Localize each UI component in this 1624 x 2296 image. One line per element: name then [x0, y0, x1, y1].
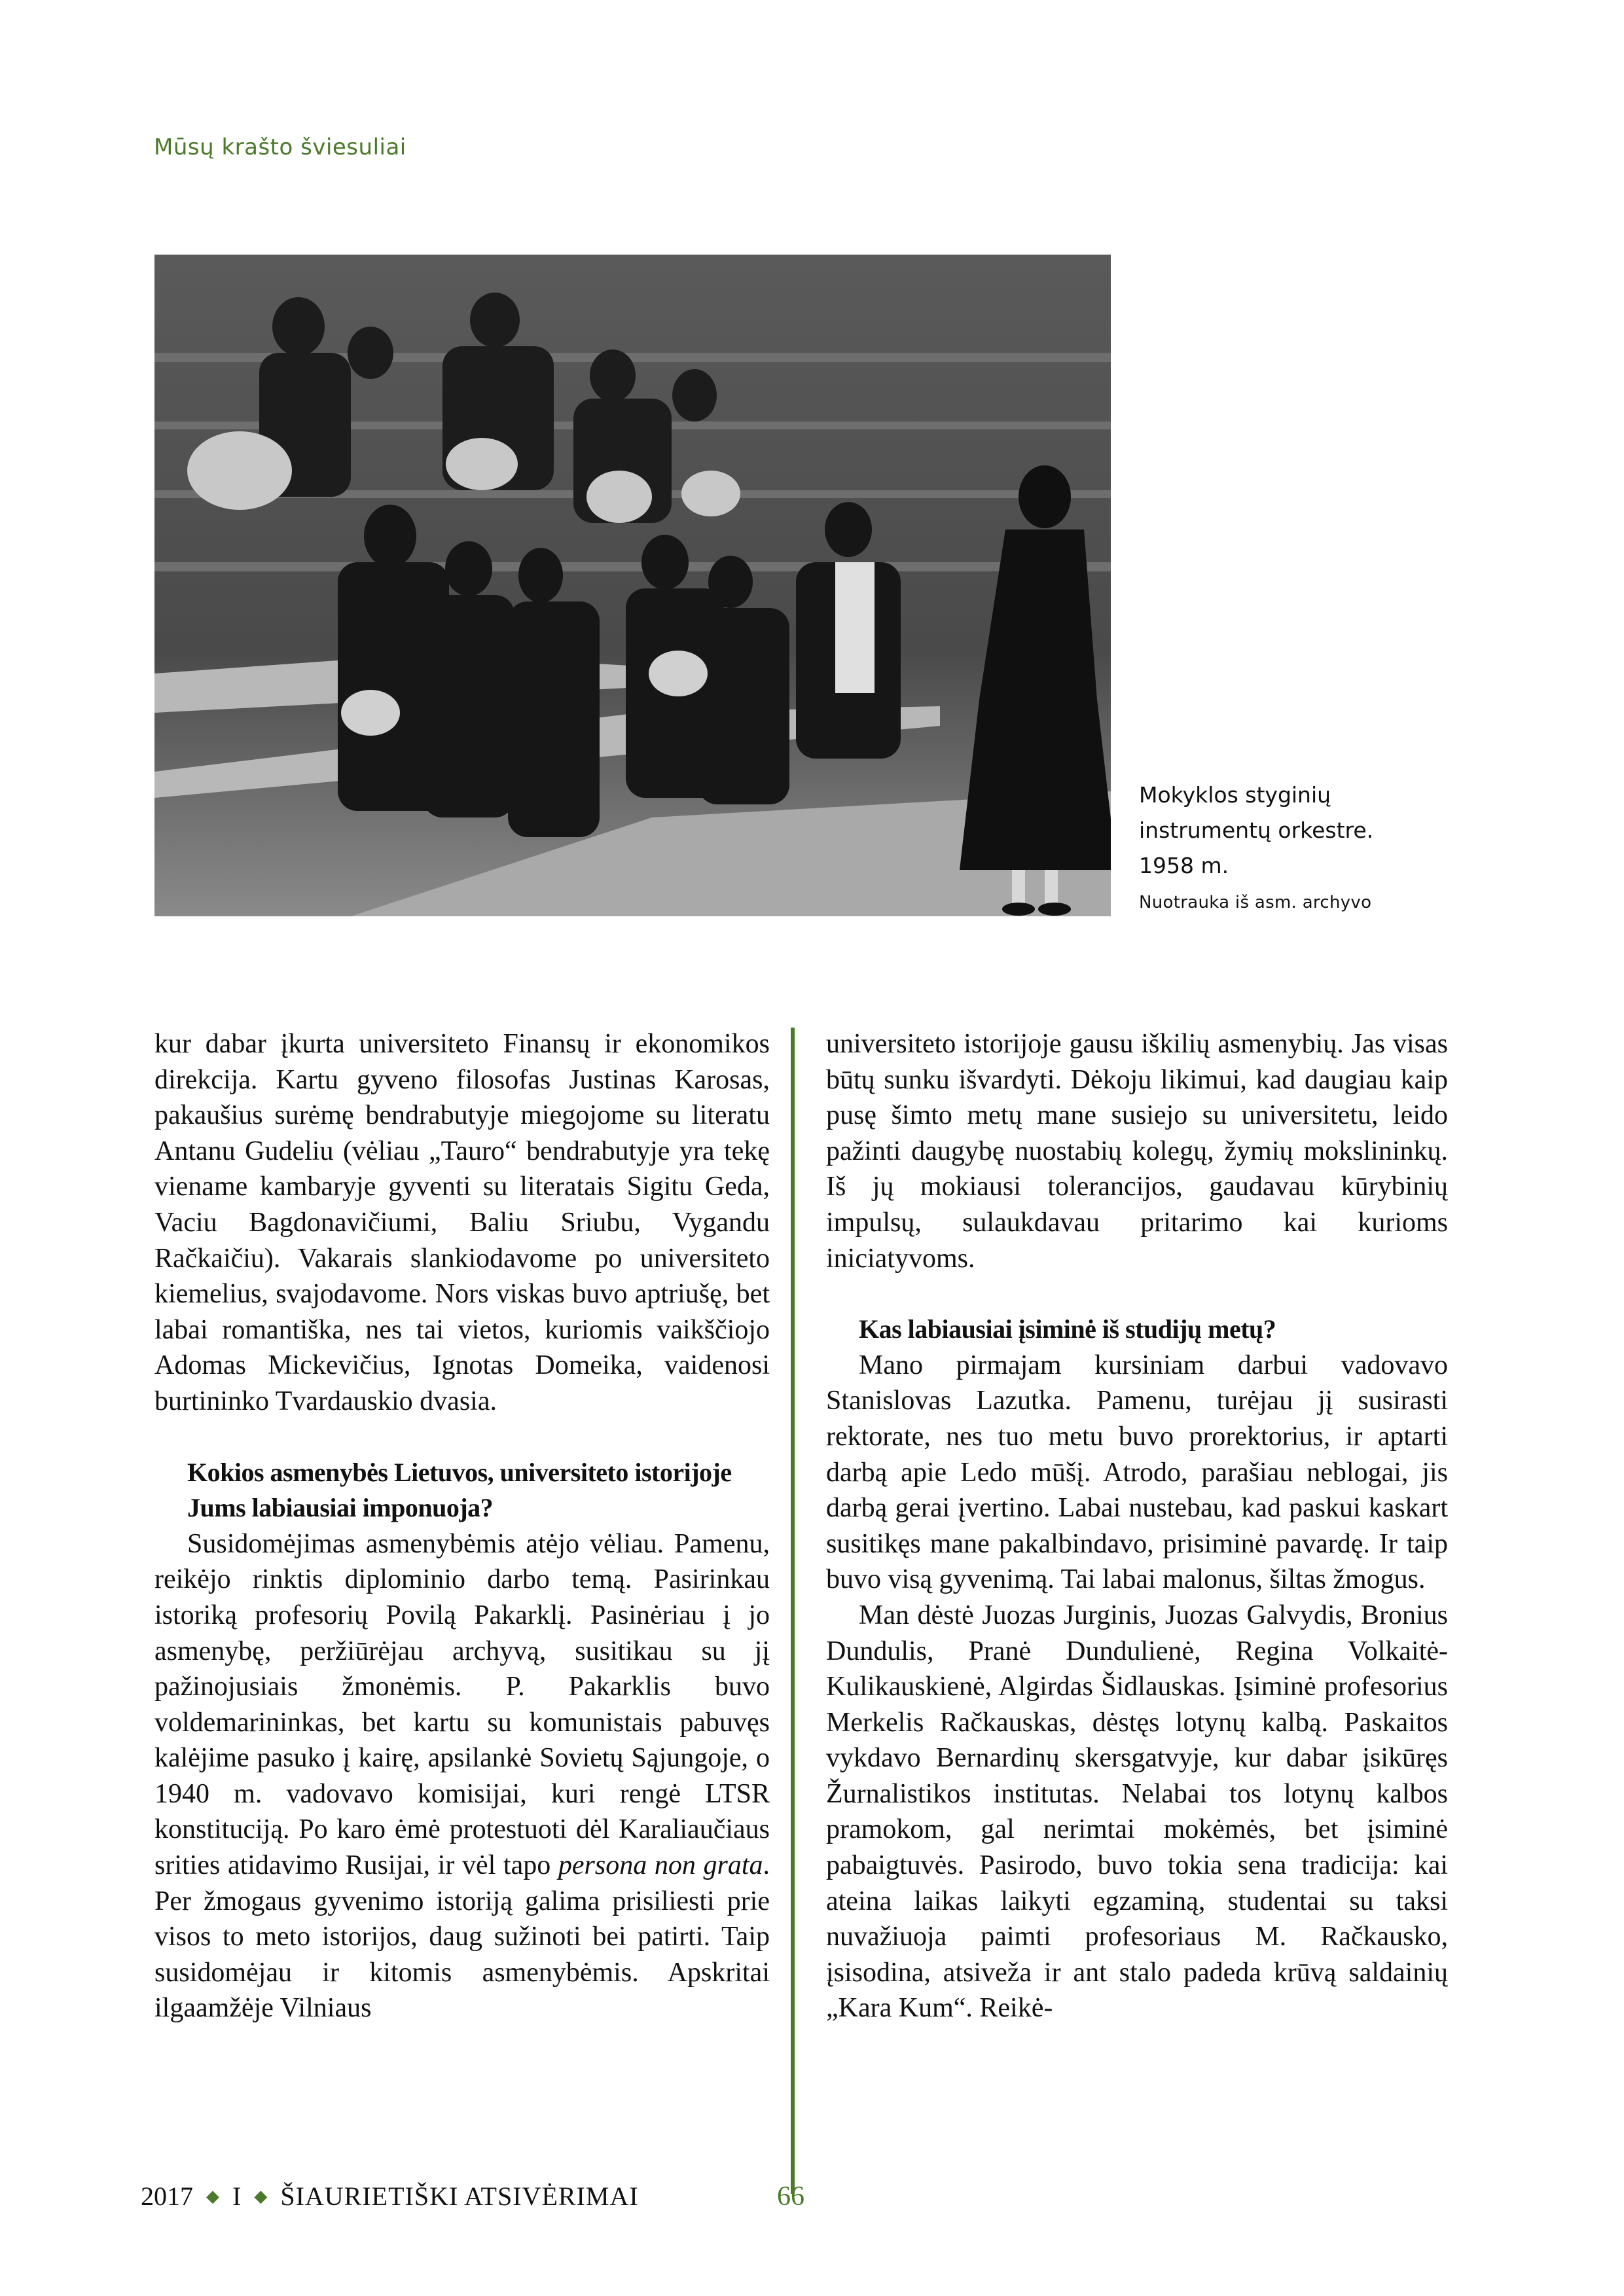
paragraph-text: . Per žmogaus gyvenimo istoriją galima prisiliesti prie visos to meto istorijos, daug sužinoti bei patirti. Taip susidomėjau ir kitomis asmenybėmis. Apskritai ilgaamžėje Vilniaus — [154, 1850, 770, 2024]
paragraph: Man dėstė Juozas Jurginis, Juozas Galvydis, Bronius Dundulis, Pranė Dundulienė, Regina Volkaitė-Kulikauskienė, Algirdas Šidlauskas. Įsiminė profesorius Merkelis Račkauskas, dėstęs lotynų kalbą. Paskaitos vykdavo Bernardinų skersgatvyje, kur dabar įsikūręs Žurnalistikos institutas. Nelabai tos lotynų kalbos pramokom, gal nerimtai mokėmės, bet įsiminė pabaigtuvės. Pasirodo, buvo tokia sena tradicija: kai ateina laikas laikyti egzaminą, studentai su taksi nuvažiuoja paimti profesoriaus M. Račkausko, įsisodina, atsiveža ir ant stalo padeda krūvą saldainių „Kara Kum“. Reikė- — [826, 1600, 1448, 2024]
interview-question: Kas labiausiai įsiminė iš studijų metų? — [859, 1314, 1276, 1344]
caption-line: Mokyklos styginių — [1139, 782, 1331, 808]
footer-issue: I — [232, 2181, 242, 2211]
footer-year: 2017 — [141, 2181, 193, 2211]
paragraph: Mano pirmajam kursiniam darbui vadovavo Stanislovas Lazutka. Pamenu, turėjau jį susirasti rektorate, nes tuo metu buvo prorektorius, ir aptarti darbą apie Ledo mūšį. Atrodo, parašiau neblogai, jis darbą gerai įvertino. Labai nustebau, kad paskui kaskart susitikęs mane pakalbindavo, prisiminė pavardę. Ir taip buvo visą gyvenimą. Tai labai malonus, šiltas žmogus. — [826, 1350, 1448, 1595]
paragraph: kur dabar įkurta universiteto Finansų ir ekonomikos direkcija. Kartu gyveno filosofas Justinas Karosas, pakaušius surėmę bendrabutyje miegojome su literatu Antanu Gudeliu (vėliau „Tauro“ bendrabutyje yra tekę viename kambaryje gyventi su literatais Sigitu Geda, Vaciu Bagdonavičiumi, Baliu Sriubu, Vygandu Račkaičiu). Vakarais slankiodavome po universiteto kiemelius, svajodavome. Nors viskas buvo aptriušę, bet labai romantiška, nes tai vietos, kuriomis vaikščiojo Adomas Mickevičius, Ignotas Domeika, vaidenosi burtininko Tvardauskio dvasia. — [154, 1029, 770, 1416]
paragraph — [154, 1526, 770, 2026]
paragraph: universiteto istorijoje gausu iškilių asmenybių. Jas visas būtų sunku išvardyti. Dėkoju likimui, kad daugiau kaip pusę šimto metų mane susiejo su universitetu, leido pažinti daugybę nuostabių kolegų, žymių mokslininkų. Iš jų mokiausi tolerancijos, gaudavau kūrybinių impulsų, sulaukdavau pritarimo kai kurioms iniciatyvoms. — [826, 1029, 1448, 1274]
diamond-icon: ◆ — [206, 2187, 219, 2206]
orchestra-photo — [154, 255, 1111, 916]
page-number: 66 — [777, 2181, 804, 2212]
running-head: Mūsų krašto šviesuliai — [154, 134, 406, 160]
caption-line: instrumentų orkestre. — [1139, 817, 1374, 843]
right-column — [826, 1026, 1448, 2026]
interview-question: Kokios asmenybės Lietuvos, universiteto istorijoje Jums labiausiai imponuoja? — [187, 1457, 732, 1523]
italic-phrase: persona non grata — [558, 1850, 763, 1881]
spacer — [154, 1420, 770, 1455]
column-divider — [791, 1028, 795, 2194]
left-column — [154, 1026, 770, 2026]
paragraph-text: Susidomėjimas asmenybėmis atėjo vėliau. Pamenu, reikėjo rinktis diplominio darbo temą. Pasirinkau istoriką profesorių Povilą Pakarklį. Pasinėriau į jo asmenybę, peržiūrėjau archyvą, susitikau su jį pažinojusiais žmonėmis. P. Pakarklis buvo voldemarininkas, bet kartu su komunistais pabuvęs kalėjime pasuko į kairę, apsilankė Sovietų Sąjungoje, o 1940 m. vadovavo komisijai, kuri rengė LTSR konstituciją. Po karo ėmė protestuoti dėl Karaliaučiaus srities atidavimo Rusijai, ir vėl tapo — [154, 1528, 770, 1881]
photo-caption — [1139, 778, 1453, 912]
diamond-icon: ◆ — [254, 2187, 268, 2206]
caption-line: 1958 m. — [1139, 853, 1229, 878]
spacer — [826, 1276, 1448, 1312]
footer-journal-title: ŠIAURIETIŠKI ATSIVĖRIMAI — [280, 2181, 639, 2211]
photo-credit: Nuotrauka iš asm. archyvo — [1139, 893, 1372, 912]
photo-illustration — [154, 255, 1111, 916]
footer — [141, 2181, 639, 2212]
